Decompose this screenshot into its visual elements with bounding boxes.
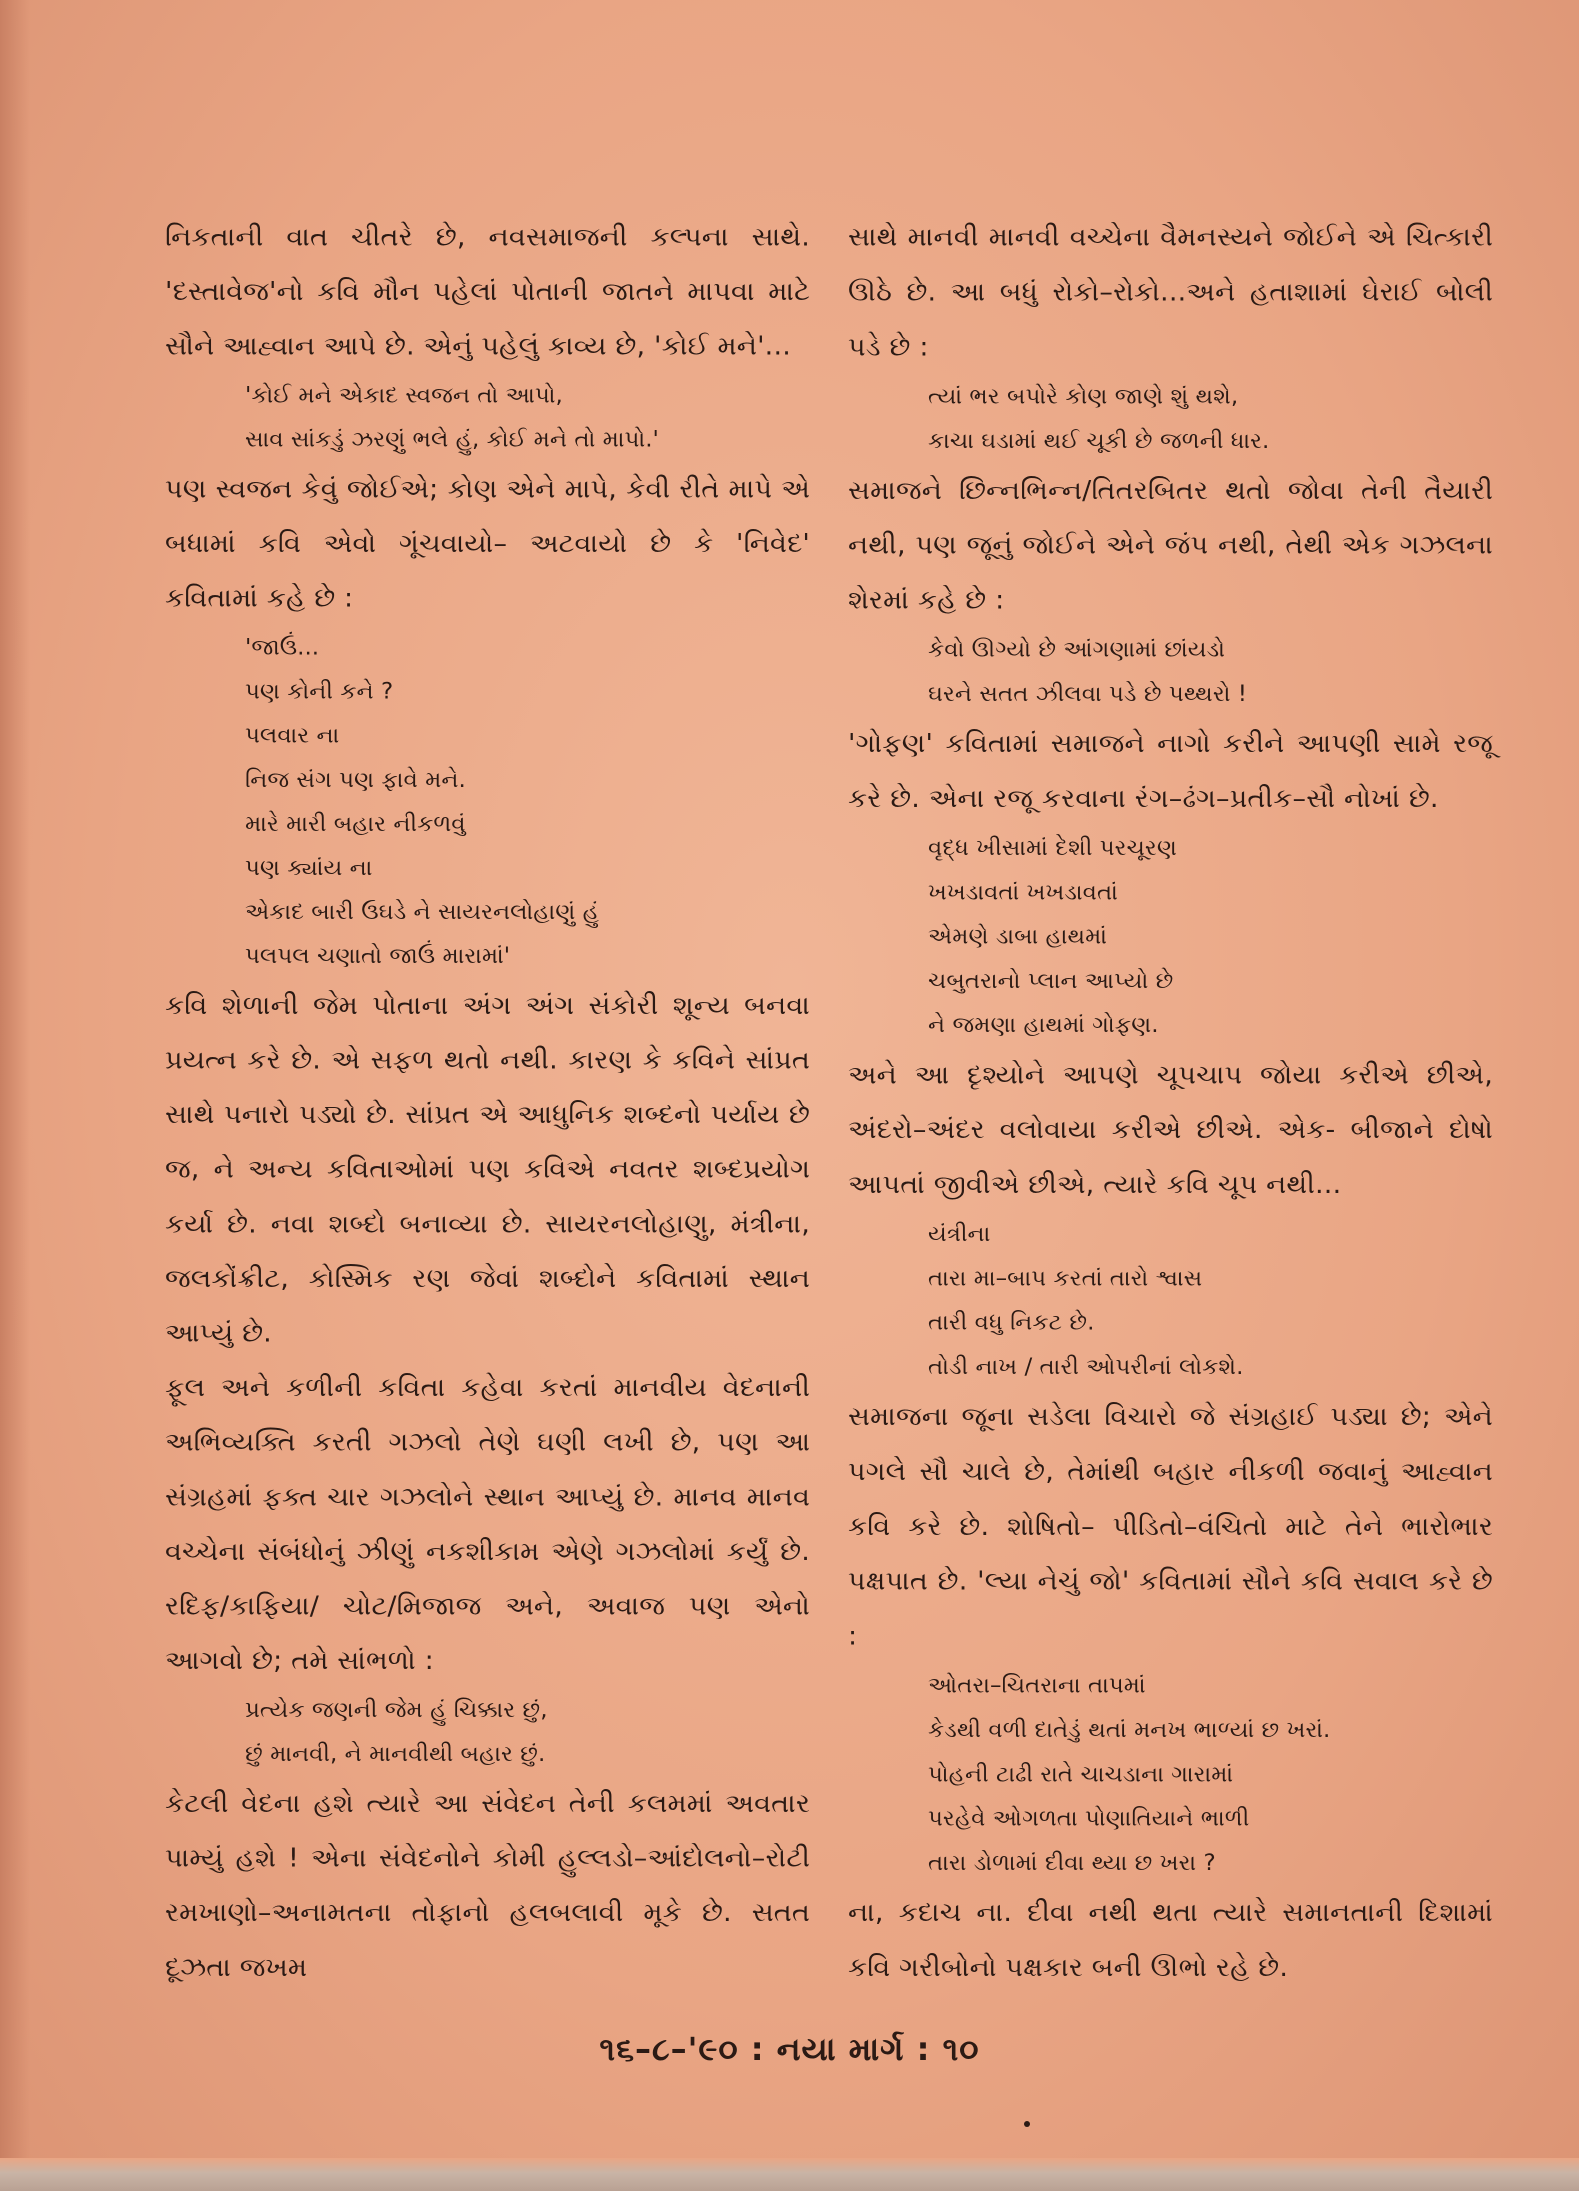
right-quote-1-line: ત્યાં ભર બપોરે કોણ જાણે શું થશે,: [928, 384, 1239, 410]
left-paragraph-4: ફૂલ અને કળીની કવિતા કહેવા કરતાં માનવીય વેદનાની અભિવ્યક્તિ કરતી ગઝલો તેણે ઘણી લખી છે, પણ આ સંગ્રહમાં ફક્ત ચાર ગઝલોને સ્થાન આપ્યું છે. માનવ માનવ વચ્ચેના સંબંધોનું ઝીણું નકશીકામ એણે ગઝલોમાં કર્યું છે. રદિફ/કાફિયા/ ચોટ/મિજાજ અને, અવાજ પણ એનો આગવો છે; તમે સાંભળો :: [165, 1373, 810, 1676]
right-quote-4-line: તારા મા–બાપ કરતાં તારો શ્વાસ: [928, 1266, 1203, 1292]
right-quote-4-line: તોડી નાખ / તારી ઓપરીનાં લોકશે.: [928, 1354, 1244, 1380]
left-quote-2-line: મારે મારી બહાર નીકળવું: [245, 811, 466, 837]
right-quote-3-line: વૃદ્ધ ખીસામાં દેશી પરચૂરણ: [928, 835, 1177, 861]
right-quote-4-line: તારી વધુ નિકટ છે.: [928, 1310, 1095, 1336]
right-quote-3-line: એમણે ડાબા હાથમાં: [928, 924, 1108, 950]
left-quote-1-line: 'કોઈ મને એકાદ સ્વજન તો આપો,: [245, 383, 563, 409]
right-paragraph-1: સાથે માનવી માનવી વચ્ચેના વૈમનસ્યને જોઈને એ ચિત્કારી ઊઠે છે. આ બધું રોકો–રોકો...અને હતાશામાં ઘેરાઈ બોલી પડે છે :: [848, 222, 1493, 363]
right-quote-5-line: ઓતરા–ચિતરાના તાપમાં: [928, 1673, 1146, 1699]
right-paragraph-6: ના, કદાચ ના. દીવા નથી થતા ત્યારે સમાનતાની દિશામાં કવિ ગરીબોનો પક્ષકાર બની ઊભો રહે છે.: [848, 1897, 1493, 1983]
right-quote-3-line: ને જમણા હાથમાં ગોફણ.: [928, 1012, 1159, 1039]
right-quote-2-line: ઘરને સતત ઝીલવા પડે છે પથ્થરો !: [928, 681, 1247, 707]
left-quote-3-line: પ્રત્યેક જણની જેમ હું ચિક્કાર છું,: [245, 1697, 548, 1723]
left-quote-2-line: પણ ક્યાંય ના: [245, 855, 373, 881]
left-paragraph-1: નિકતાની વાત ચીતરે છે, નવસમાજની કલ્પના સાથે. 'દસ્તાવેજ'નો કવિ મૌન પહેલાં પોતાની જાતને માપવા માટે સૌને આહ્વાન આપે છે. એનું પહેલું કાવ્ય છે, 'કોઈ મને'...: [165, 222, 810, 362]
left-quote-1-line: સાવ સાંકડું ઝરણું ભલે હું, કોઈ મને તો માપો.': [245, 427, 659, 453]
right-paragraph-4: અને આ દૃશ્યોને આપણે ચૂપચાપ જોયા કરીએ છીએ, અંદરો–અંદર વલોવાયા કરીએ છીએ. એક- બીજાને દોષો આપતાં જીવીએ છીએ, ત્યારે કવિ ચૂપ નથી...: [848, 1060, 1493, 1200]
left-quote-2-line: પલવાર ના: [245, 723, 340, 749]
right-paragraph-3: 'ગોફણ' કવિતામાં સમાજને નાગો કરીને આપણી સામે રજૂ કરે છે. એના રજૂ કરવાના રંગ–ઢંગ–પ્રતીક–સૌ નોખાં છે.: [848, 728, 1493, 814]
right-quote-3-line: ખખડાવતાં ખખડાવતાં: [928, 880, 1118, 906]
right-quote-5-line: પોહની ટાઢી રાતે ચાચડાના ગારામાં: [928, 1762, 1234, 1788]
left-quote-2-line: 'જાઉં...: [245, 635, 320, 661]
right-quote-4-line: યંત્રીના: [928, 1221, 991, 1247]
page-footer: ૧૬–૮–'૯૦ : નયા માર્ગ : ૧૦: [599, 2030, 980, 2068]
right-paragraph-5: સમાજના જૂના સડેલા વિચારો જે સંગ્રહાઈ પડ્યા છે; એને પગલે સૌ ચાલે છે, તેમાંથી બહાર નીકળી જવાનું આહ્વાન કવિ કરે છે. શોષિતો– પીડિતો–વંચિતો માટે તેને ભારોભાર પક્ષપાત છે. 'લ્યા નેચું જો' કવિતામાં સૌને કવિ સવાલ કરે છે :: [848, 1401, 1493, 1652]
ink-dot: [1024, 2121, 1030, 2127]
left-quote-3-line: છું માનવી, ને માનવીથી બહાર છું.: [245, 1742, 546, 1767]
left-quote-2-line: પલપલ ચણાતો જાઉં મારામાં': [245, 943, 511, 969]
right-quote-2-line: કેવો ઊગ્યો છે આંગણામાં છાંયડો: [928, 637, 1225, 663]
right-quote-5-line: તારા ડોળામાં દીવા થ્યા છ ખરા ?: [928, 1850, 1216, 1876]
left-quote-2-line: પણ કોની કને ?: [245, 679, 394, 705]
left-paragraph-2: પણ સ્વજન કેવું જોઈએ; કોણ એને માપે, કેવી રીતે માપે એ બધામાં કવિ એવો ગૂંચવાયો– અટવાયો છે કે 'નિવેદ' કવિતામાં કહે છે :: [165, 474, 810, 614]
left-paragraph-3: કવિ શેળાની જેમ પોતાના અંગ અંગ સંકોરી શૂન્ય બનવા પ્રયત્ન કરે છે. એ સફળ થતો નથી. કારણ કે કવિને સાંપ્રત સાથે પનારો પડ્યો છે. સાંપ્રત એ આધુનિક શબ્દનો પર્યાય છે જ, ને અન્ય કવિતાઓમાં પણ કવિએ નવતર શબ્દપ્રયોગ કર્યા છે. નવા શબ્દો બનાવ્યા છે. સાયરનલોહાણુ, મંત્રીના, જલકોંક્રીટ, કોસ્મિક રણ જેવાં શબ્દોને કવિતામાં સ્થાન આપ્યું છે.: [165, 990, 810, 1349]
right-quote-5-line: પરહેવે ઓગળતા પોણાતિયાને ભાળી: [928, 1806, 1250, 1832]
scan-bottom-edge: [0, 2158, 1579, 2191]
left-quote-2-line: નિજ સંગ પણ ફાવે મને.: [245, 767, 466, 793]
right-quote-5-line: કેડથી વળી દાતેડું થતાં મનખ ભાળ્યાં છ ખરાં.: [928, 1717, 1331, 1743]
right-paragraph-2: સમાજને છિન્નભિન્ન/તિતરબિતર થતો જોવા તેની તૈયારી નથી, પણ જૂનું જોઈને એને જંપ નથી, તેથી એક ગઝલના શેરમાં કહે છે :: [848, 475, 1493, 616]
right-quote-3-line: ચબુતરાનો પ્લાન આપ્યો છે: [928, 968, 1174, 994]
page-shadow-edge: [0, 0, 30, 2191]
left-paragraph-5: કેટલી વેદના હશે ત્યારે આ સંવેદન તેની કલમમાં અવતાર પામ્યું હશે ! એના સંવેદનોને કોમી હુલ્લડો–આંદોલનો–રોટી રમખાણો–અનામતના તોફાનો હલબલાવી મૂકે છે. સતત દૂઝતા જખમ: [165, 1788, 810, 1983]
right-quote-1-line: કાચા ઘડામાં થઈ ચૂકી છે જળની ધાર.: [928, 428, 1270, 454]
right-column: [848, 210, 1493, 1995]
left-column: [165, 210, 810, 1995]
left-quote-2-line: એકાદ બારી ઉઘડે ને સાયરનલોહાણું હું: [245, 899, 599, 925]
